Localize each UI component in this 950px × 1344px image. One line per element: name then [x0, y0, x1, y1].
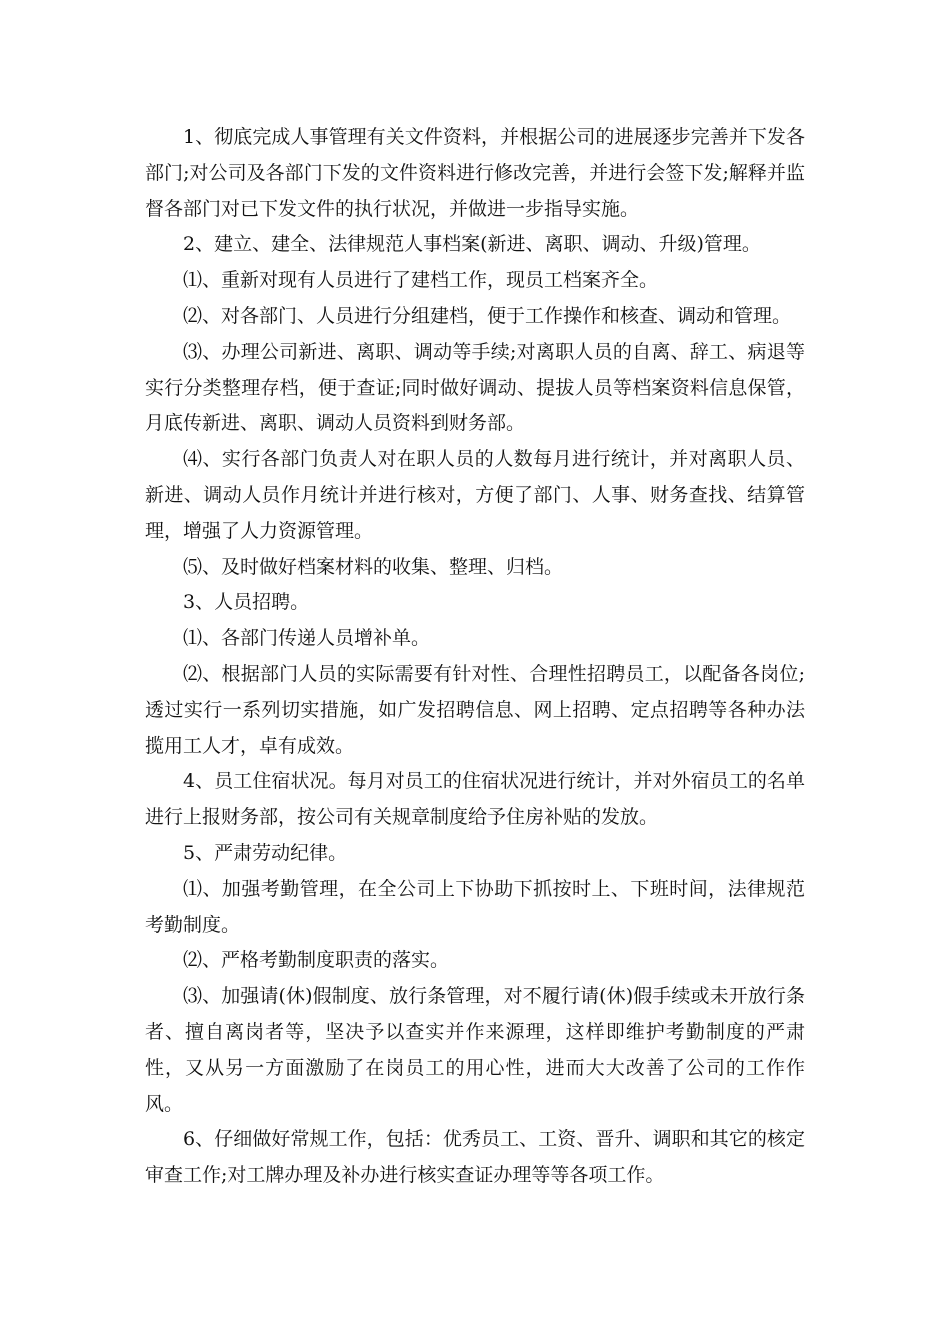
paragraph-3-2: ⑵、根据部门人员的实际需要有针对性、合理性招聘员工，以配备各岗位;透过实行一系列切实措施，如广发招聘信息、网上招聘、定点招聘等各种办法揽用工人才，卓有成效。 [145, 662, 805, 757]
paragraph-2-4: ⑷、实行各部门负责人对在职人员的人数每月进行统计，并对离职人员、新进、调动人员作月统计并进行核对，方便了部门、人事、财务查找、结算管理，增强了人力资源管理。 [145, 448, 805, 542]
document-body [145, 120, 805, 1194]
paragraph-5-2: ⑵、严格考勤制度职责的落实。 [183, 949, 450, 972]
paragraph-4: 4、员工住宿状况。每月对员工的住宿状况进行统计，并对外宿员工的名单进行上报财务部，按公司有关规章制度给予住房补贴的发放。 [145, 770, 805, 829]
paragraph-3-1: ⑴、各部门传递人员增补单。 [183, 627, 431, 650]
paragraph-6: 6、仔细做好常规工作，包括：优秀员工、工资、晋升、调职和其它的核定审查工作;对工牌办理及补办进行核实查证办理等等各项工作。 [145, 1128, 805, 1187]
paragraph-2-3: ⑶、办理公司新进、离职、调动等手续;对离职人员的自离、辞工、病退等实行分类整理存档，便于查证;同时做好调动、提拔人员等档案资料信息保管，月底传新进、离职、调动人员资料到财务部。 [145, 340, 805, 435]
paragraph-2: 2、建立、建全、法律规范人事档案(新进、离职、调动、升级)管理。 [183, 233, 761, 256]
paragraph-1: 1、彻底完成人事管理有关文件资料，并根据公司的进展逐步完善并下发各部门;对公司及各部门下发的文件资料进行修改完善，并进行会签下发;解释并监督各部门对已下发文件的执行状况，并做进一步指导实施。 [145, 126, 805, 220]
paragraph-2-5: ⑸、及时做好档案材料的收集、整理、归档。 [183, 555, 564, 578]
paragraph-5: 5、严肃劳动纪律。 [183, 841, 348, 864]
paragraph-2-1: ⑴、重新对现有人员进行了建档工作，现员工档案齐全。 [183, 269, 659, 292]
paragraph-5-1: ⑴、加强考勤管理，在全公司上下协助下抓按时上、下班时间，法律规范考勤制度。 [145, 877, 805, 936]
paragraph-3: 3、人员招聘。 [183, 591, 310, 614]
paragraph-2-2: ⑵、对各部门、人员进行分组建档，便于工作操作和核查、调动和管理。 [183, 304, 792, 327]
paragraph-5-3: ⑶、加强请(休)假制度、放行条管理，对不履行请(休)假手续或未开放行条者、擅自离岗者等，坚决予以查实并作来源理，这样即维护考勤制度的严肃性，又从另一方面激励了在岗员工的用心性，进而大大改善了公司的工作作风。 [145, 985, 805, 1115]
